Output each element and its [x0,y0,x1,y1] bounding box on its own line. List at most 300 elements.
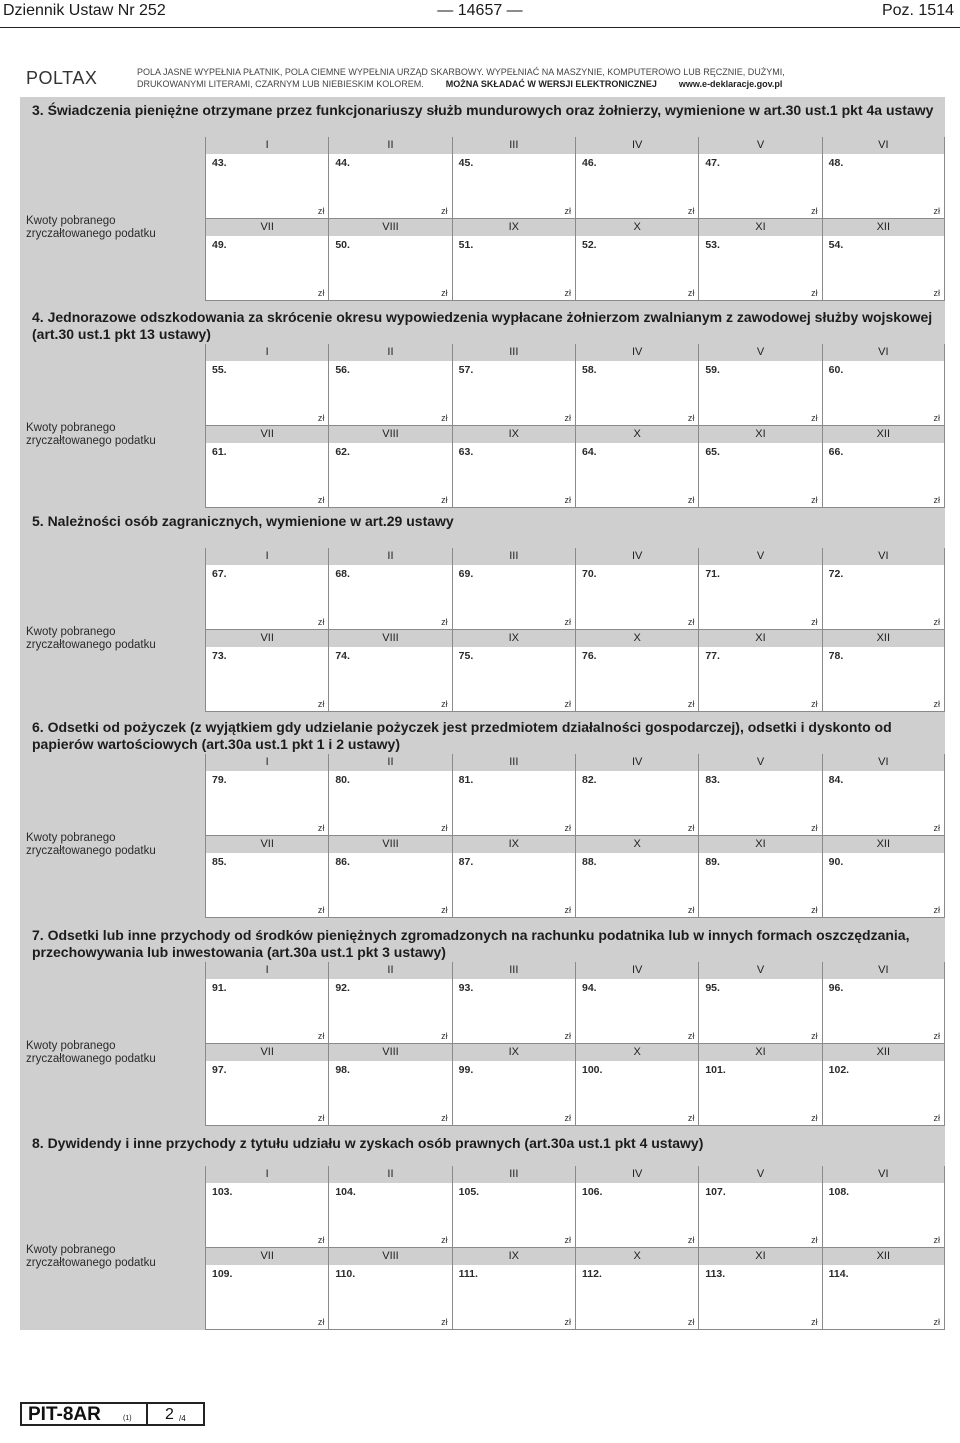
amount-field[interactable] [698,630,821,712]
amount-field[interactable] [205,1248,328,1330]
field-number: 60. [828,364,844,376]
amount-field[interactable] [575,137,698,219]
currency-label: zł [441,288,448,298]
amount-field[interactable] [822,1044,945,1126]
field-number: 88. [582,856,597,868]
month-label: IX [453,836,575,853]
amount-field[interactable] [822,219,945,301]
month-label: XI [699,1248,821,1265]
journal-title: Dziennik Ustaw Nr 252 [3,2,166,19]
currency-label: zł [811,495,818,505]
form-instructions [137,66,937,90]
currency-label: zł [811,823,818,833]
amount-field[interactable] [575,344,698,426]
header-divider [0,27,960,28]
field-number: 73. [212,650,227,662]
monthly-grid [205,1166,945,1330]
electronic-submission-note: MOŻNA SKŁADAĆ W WERSJI ELEKTRONICZNEJ [445,79,657,89]
instructions-line-2 [137,78,937,90]
currency-label: zł [441,905,448,915]
month-label: III [453,548,575,565]
currency-label: zł [317,823,325,833]
amount-field[interactable] [205,219,328,301]
amount-field[interactable] [575,219,698,301]
amount-field[interactable] [452,962,575,1044]
amount-field[interactable] [205,344,328,426]
month-label: VIII [329,1044,451,1061]
section-6 [20,714,945,922]
amount-field[interactable] [452,548,575,630]
field-number: 49. [212,239,227,251]
month-label: VII [206,630,328,647]
field-number: 103. [212,1186,233,1198]
amount-field[interactable] [822,1248,945,1330]
field-number: 83. [705,774,720,786]
field-number: 99. [458,1064,474,1076]
amount-field[interactable] [698,548,821,630]
month-label: X [576,426,698,443]
amount-field[interactable] [328,426,451,508]
month-label: IV [576,137,698,154]
month-label: VI [823,548,944,565]
currency-label: zł [933,288,940,298]
amount-field[interactable] [328,962,451,1044]
amount-field[interactable] [822,137,945,219]
month-label: IV [576,344,698,361]
amount-field[interactable] [328,137,451,219]
amount-field[interactable] [205,1166,328,1248]
amount-field[interactable] [452,1166,575,1248]
amount-field[interactable] [205,630,328,712]
currency-label: zł [441,699,448,709]
month-label: XII [823,426,944,443]
section-title: 3. Świadczenia pieniężne otrzymane przez funkcjonariuszy służb mundurowych oraz żołnierzy, wymienione w art.30 ust.1 pkt 4a ustawy [32,102,934,118]
field-number: 72. [828,568,844,580]
currency-label: zł [933,905,940,915]
poltax-logo: POLTAX [26,68,98,88]
amount-field[interactable] [452,1248,575,1330]
currency-label: zł [441,206,448,216]
monthly-grid [205,754,945,918]
month-label: VI [823,962,944,979]
months-row-2 [205,1044,945,1126]
field-number: 78. [828,650,844,662]
month-label: XII [823,836,944,853]
currency-label: zł [317,1113,325,1123]
section-title: 7. Odsetki lub inne przychody od środków pieniężnych zgromadzonych na rachunku podatnika lub w innych formach oszczędzania, przechowywania lub inwestowania (art.30a ust.1 pkt 3 ustawy) [32,927,910,960]
currency-label: zł [811,288,818,298]
months-row-2 [205,219,945,301]
tax-amount-label: Kwoty pobranego zryczałtowanego podatku [26,422,156,447]
field-number: 67. [212,568,227,580]
amount-field[interactable] [328,548,451,630]
field-number: 46. [582,157,597,169]
month-label: I [206,344,328,361]
monthly-grid [205,962,945,1126]
amount-field[interactable] [205,426,328,508]
month-label: XI [699,219,821,236]
currency-label: zł [687,699,695,709]
month-label: XI [699,836,821,853]
month-label: II [329,1166,451,1183]
currency-label: zł [933,617,940,627]
page-total: /4 [179,1414,186,1423]
amount-field[interactable] [452,630,575,712]
currency-label: zł [564,288,571,298]
currency-label: zł [564,1317,571,1327]
e-deklaracje-link: www.e-deklaracje.gov.pl [678,79,783,89]
field-number: 47. [705,157,720,169]
tax-amount-label: Kwoty pobranego zryczałtowanego podatku [26,626,156,651]
month-label: III [453,754,575,771]
amount-field[interactable] [452,219,575,301]
amount-field[interactable] [452,1044,575,1126]
month-label: VIII [329,426,451,443]
currency-label: zł [317,206,325,216]
field-number: 51. [458,239,474,251]
currency-label: zł [317,699,325,709]
month-label: V [699,962,821,979]
field-number: 61. [212,446,227,458]
field-number: 87. [458,856,474,868]
field-number: 65. [705,446,720,458]
field-number: 94. [582,982,597,994]
field-number: 76. [582,650,597,662]
month-label: V [699,1166,821,1183]
field-number: 79. [212,774,227,786]
journal-position: Poz. 1514 [881,2,954,19]
amount-field[interactable] [328,630,451,712]
month-label: III [453,137,575,154]
currency-label: zł [317,1317,325,1327]
month-label: I [206,962,328,979]
currency-label: zł [564,1235,571,1245]
form-header [20,64,945,94]
month-label: IV [576,548,698,565]
month-label: XII [823,1044,944,1061]
currency-label: zł [933,1031,940,1041]
month-label: I [206,137,328,154]
section-title: 5. Należności osób zagranicznych, wymienione w art.29 ustawy [32,513,454,529]
amount-field[interactable] [575,754,698,836]
month-label: IX [453,630,575,647]
amount-field[interactable] [822,962,945,1044]
instructions-line-2-text: DRUKOWANYMI LITERAMI, CZARNYM LUB NIEBIESKIM KOLOREM. [137,79,424,89]
section-7 [20,922,945,1130]
currency-label: zł [564,823,571,833]
amount-field[interactable] [698,426,821,508]
month-label: XI [699,630,821,647]
currency-label: zł [441,1113,448,1123]
amount-field[interactable] [698,1248,821,1330]
field-number: 77. [705,650,720,662]
tax-amount-label: Kwoty pobranego zryczałtowanego podatku [26,832,156,857]
currency-label: zł [564,905,571,915]
months-row-1 [205,548,945,630]
month-label: IX [453,219,575,236]
field-number: 45. [458,157,474,169]
currency-label: zł [811,1113,818,1123]
amount-field[interactable] [452,426,575,508]
months-row-2 [205,836,945,918]
amount-field[interactable] [822,548,945,630]
amount-field[interactable] [822,836,945,918]
field-number: 111. [458,1268,478,1280]
amount-field[interactable] [698,962,821,1044]
month-label: II [329,754,451,771]
amount-field[interactable] [205,548,328,630]
currency-label: zł [687,288,695,298]
month-label: IV [576,1166,698,1183]
amount-field[interactable] [452,836,575,918]
field-number: 105. [458,1186,480,1198]
currency-label: zł [317,1235,325,1245]
amount-field[interactable] [822,426,945,508]
currency-label: zł [687,495,695,505]
month-label: VIII [329,1248,451,1265]
field-number: 75. [458,650,474,662]
field-number: 59. [705,364,720,376]
field-number: 69. [458,568,474,580]
amount-field[interactable] [575,836,698,918]
amount-field[interactable] [698,219,821,301]
currency-label: zł [933,1317,940,1327]
month-label: VI [823,1166,944,1183]
month-label: X [576,1248,698,1265]
currency-label: zł [441,1317,448,1327]
amount-field[interactable] [698,836,821,918]
amount-field[interactable] [822,630,945,712]
field-number: 64. [582,446,597,458]
months-row-2 [205,630,945,712]
field-number: 107. [705,1186,726,1198]
currency-label: zł [811,699,818,709]
form-variant: (1) [123,1415,132,1422]
field-number: 108. [828,1186,850,1198]
month-label: X [576,219,698,236]
month-label: IV [576,754,698,771]
amount-field[interactable] [698,1166,821,1248]
monthly-grid [205,344,945,508]
currency-label: zł [811,413,818,423]
months-row-1 [205,962,945,1044]
currency-label: zł [317,495,325,505]
journal-header [0,0,960,28]
currency-label: zł [564,413,571,423]
month-label: IX [453,1248,575,1265]
month-label: IX [453,426,575,443]
month-label: VII [206,426,328,443]
field-number: 89. [705,856,720,868]
amount-field[interactable] [575,1248,698,1330]
footer-divider [146,1404,148,1424]
amount-field[interactable] [205,836,328,918]
field-number: 62. [335,446,350,458]
amount-field[interactable] [328,1044,451,1126]
field-number: 82. [582,774,597,786]
field-number: 74. [335,650,350,662]
field-number: 100. [582,1064,603,1076]
field-number: 114. [828,1268,849,1280]
currency-label: zł [317,288,325,298]
month-label: XI [699,426,821,443]
section-title: 8. Dywidendy i inne przychody z tytułu udziału w zyskach osób prawnych (art.30a ust.1 pkt 4 ustawy) [32,1135,704,1151]
currency-label: zł [687,823,695,833]
currency-label: zł [811,905,818,915]
amount-field[interactable] [575,962,698,1044]
amount-field[interactable] [698,754,821,836]
currency-label: zł [811,206,818,216]
currency-label: zł [317,413,325,423]
currency-label: zł [687,1031,695,1041]
tax-amount-label: Kwoty pobranego zryczałtowanego podatku [26,1244,156,1269]
field-number: 44. [335,157,350,169]
field-number: 96. [828,982,844,994]
month-label: II [329,548,451,565]
field-number: 113. [705,1268,726,1280]
amount-field[interactable] [205,754,328,836]
amount-field[interactable] [575,1166,698,1248]
field-number: 97. [212,1064,227,1076]
currency-label: zł [687,905,695,915]
amount-field[interactable] [328,1166,451,1248]
amount-field[interactable] [822,1166,945,1248]
section-title: 4. Jednorazowe odszkodowania za skrócenie okresu wypowiedzenia wypłacane żołnierzom zwalnianym z zawodowej służby wojskowej (art.30 ust.1 pkt 13 ustawy) [32,309,933,342]
field-number: 101. [705,1064,726,1076]
currency-label: zł [933,823,940,833]
currency-label: zł [687,413,695,423]
currency-label: zł [687,1235,695,1245]
amount-field[interactable] [698,137,821,219]
amount-field[interactable] [822,344,945,426]
field-number: 95. [705,982,720,994]
month-label: VII [206,219,328,236]
currency-label: zł [687,206,695,216]
currency-label: zł [811,617,818,627]
tax-amount-label: Kwoty pobranego zryczałtowanego podatku [26,215,156,240]
field-number: 50. [335,239,350,251]
monthly-grid [205,137,945,301]
month-label: V [699,754,821,771]
field-number: 58. [582,364,597,376]
instructions-line-1: POLA JASNE WYPEŁNIA PŁATNIK, POLA CIEMNE WYPEŁNIA URZĄD SKARBOWY. WYPEŁNIAĆ NA MASZYNIE, KOMPUTEROWO LUB RĘCZNIE, DUŻYMI, [137,67,785,77]
amount-field[interactable] [205,962,328,1044]
section-4 [20,304,945,508]
month-label: XI [699,1044,821,1061]
field-number: 98. [335,1064,350,1076]
month-label: VII [206,1248,328,1265]
months-row-1 [205,137,945,219]
field-number: 93. [458,982,474,994]
currency-label: zł [811,1235,818,1245]
month-label: X [576,836,698,853]
amount-field[interactable] [328,836,451,918]
month-label: III [453,1166,575,1183]
field-number: 106. [582,1186,603,1198]
currency-label: zł [564,495,571,505]
month-label: X [576,630,698,647]
amount-field[interactable] [575,548,698,630]
field-number: 104. [335,1186,356,1198]
months-row-1 [205,344,945,426]
currency-label: zł [933,699,940,709]
field-number: 57. [458,364,474,376]
amount-field[interactable] [328,344,451,426]
currency-label: zł [687,617,695,627]
field-number: 92. [335,982,350,994]
month-label: XII [823,630,944,647]
month-label: VII [206,836,328,853]
month-label: I [206,754,328,771]
month-label: I [206,548,328,565]
currency-label: zł [811,1317,818,1327]
month-label: V [699,137,821,154]
month-label: X [576,1044,698,1061]
currency-label: zł [317,617,325,627]
currency-label: zł [441,823,448,833]
month-label: II [329,344,451,361]
amount-field[interactable] [698,344,821,426]
month-label: II [329,962,451,979]
page-number: 2 [165,1406,174,1423]
amount-field[interactable] [575,630,698,712]
month-label: VI [823,754,944,771]
amount-field[interactable] [205,137,328,219]
section-title: 6. Odsetki od pożyczek (z wyjątkiem gdy udzielanie pożyczek jest przedmiotem działalności gospodarczej), odsetki i dyskonto od papierów wartościowych (art.30a ust.1 pkt 1 i 2 ustawy) [32,719,892,752]
amount-field[interactable] [452,137,575,219]
field-number: 112. [582,1268,602,1280]
currency-label: zł [441,413,448,423]
month-label: V [699,548,821,565]
currency-label: zł [564,206,571,216]
amount-field[interactable] [575,1044,698,1126]
field-number: 110. [335,1268,356,1280]
field-number: 48. [828,157,844,169]
amount-field[interactable] [452,344,575,426]
amount-field[interactable] [328,219,451,301]
amount-field[interactable] [575,426,698,508]
month-label: V [699,344,821,361]
month-label: II [329,137,451,154]
amount-field[interactable] [205,1044,328,1126]
field-number: 84. [828,774,844,786]
month-label: VIII [329,836,451,853]
amount-field[interactable] [822,754,945,836]
field-number: 66. [828,446,844,458]
field-number: 80. [335,774,350,786]
field-number: 81. [458,774,474,786]
amount-field[interactable] [328,1248,451,1330]
amount-field[interactable] [452,754,575,836]
currency-label: zł [441,1031,448,1041]
currency-label: zł [933,1113,940,1123]
months-row-2 [205,426,945,508]
month-label: XII [823,1248,944,1265]
months-row-1 [205,1166,945,1248]
month-label: III [453,962,575,979]
month-label: III [453,344,575,361]
field-number: 63. [458,446,474,458]
month-label: VI [823,344,944,361]
amount-field[interactable] [328,754,451,836]
currency-label: zł [564,699,571,709]
amount-field[interactable] [698,1044,821,1126]
currency-label: zł [933,206,940,216]
currency-label: zł [441,495,448,505]
field-number: 85. [212,856,227,868]
month-label: VIII [329,219,451,236]
field-number: 71. [705,568,720,580]
